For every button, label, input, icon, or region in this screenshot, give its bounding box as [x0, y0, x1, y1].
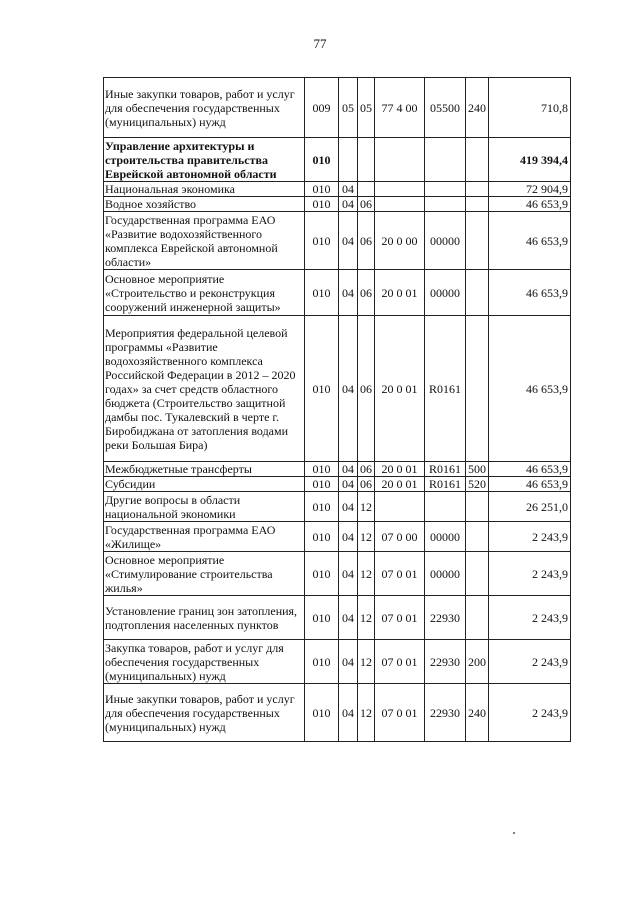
- cell-cs-program: 20 0 01: [375, 316, 425, 462]
- cell-rz: 04: [339, 270, 358, 316]
- cell-ved: 010: [305, 182, 339, 197]
- cell-ved: 010: [305, 197, 339, 212]
- cell-pr: 05: [358, 78, 375, 138]
- cell-vr: [466, 182, 489, 197]
- cell-pr: 12: [358, 640, 375, 684]
- row-name: Водное хозяйство: [104, 197, 305, 212]
- cell-pr: 06: [358, 462, 375, 477]
- cell-amount: 2 243,9: [489, 640, 571, 684]
- cell-rz: 04: [339, 596, 358, 640]
- row-name: Основное мероприятие «Стимулирование строительства жилья»: [104, 552, 305, 596]
- cell-vr: [466, 316, 489, 462]
- row-name: Другие вопросы в области национальной экономики: [104, 492, 305, 522]
- cell-cs-direction: 00000: [425, 270, 466, 316]
- table-row: [104, 462, 571, 477]
- row-name: Иные закупки товаров, работ и услуг для обеспечения государственных (муниципальных) нужд: [104, 78, 305, 138]
- cell-cs-direction: 22930: [425, 640, 466, 684]
- cell-vr: [466, 552, 489, 596]
- cell-amount: 46 653,9: [489, 270, 571, 316]
- table-row: [104, 640, 571, 684]
- row-name: Межбюджетные трансферты: [104, 462, 305, 477]
- table-row: [104, 316, 571, 462]
- cell-amount: 72 904,9: [489, 182, 571, 197]
- cell-pr: 06: [358, 212, 375, 270]
- cell-ved: 010: [305, 640, 339, 684]
- cell-cs-program: [375, 197, 425, 212]
- cell-ved: 010: [305, 462, 339, 477]
- cell-cs-direction: 22930: [425, 596, 466, 640]
- row-name: Установление границ зон затопления, подтопления населенных пунктов: [104, 596, 305, 640]
- table-row: [104, 684, 571, 742]
- cell-rz: 04: [339, 492, 358, 522]
- cell-pr: 06: [358, 270, 375, 316]
- cell-vr: [466, 596, 489, 640]
- cell-cs-program: [375, 138, 425, 182]
- budget-table: [103, 77, 571, 742]
- cell-ved: 010: [305, 552, 339, 596]
- cell-amount: 710,8: [489, 78, 571, 138]
- cell-vr: 240: [466, 684, 489, 742]
- cell-pr: [358, 182, 375, 197]
- cell-amount: 46 653,9: [489, 316, 571, 462]
- cell-ved: 010: [305, 212, 339, 270]
- cell-cs-program: 20 0 00: [375, 212, 425, 270]
- cell-rz: 04: [339, 640, 358, 684]
- cell-ved: 010: [305, 684, 339, 742]
- cell-cs-program: 07 0 01: [375, 552, 425, 596]
- cell-amount: 26 251,0: [489, 492, 571, 522]
- cell-rz: 04: [339, 212, 358, 270]
- cell-pr: 06: [358, 197, 375, 212]
- cell-cs-direction: [425, 492, 466, 522]
- scan-speck: [513, 832, 515, 834]
- cell-amount: 2 243,9: [489, 522, 571, 552]
- cell-ved: 010: [305, 522, 339, 552]
- cell-pr: 12: [358, 596, 375, 640]
- cell-cs-program: 20 0 01: [375, 462, 425, 477]
- cell-cs-direction: 05500: [425, 78, 466, 138]
- cell-pr: 12: [358, 522, 375, 552]
- cell-pr: 12: [358, 492, 375, 522]
- cell-vr: 200: [466, 640, 489, 684]
- cell-cs-direction: 00000: [425, 212, 466, 270]
- cell-rz: 04: [339, 462, 358, 477]
- cell-pr: 12: [358, 552, 375, 596]
- cell-amount: 46 653,9: [489, 477, 571, 492]
- cell-cs-program: 77 4 00: [375, 78, 425, 138]
- cell-pr: [358, 138, 375, 182]
- cell-vr: 500: [466, 462, 489, 477]
- row-name: Основное мероприятие «Строительство и реконструкция сооружений инженерной защиты»: [104, 270, 305, 316]
- cell-ved: 010: [305, 492, 339, 522]
- cell-pr: 12: [358, 684, 375, 742]
- table-row: [104, 138, 571, 182]
- cell-amount: 46 653,9: [489, 197, 571, 212]
- table-row: [104, 270, 571, 316]
- table-row: [104, 182, 571, 197]
- cell-cs-program: 07 0 01: [375, 684, 425, 742]
- cell-cs-direction: [425, 138, 466, 182]
- cell-cs-direction: 00000: [425, 522, 466, 552]
- cell-ved: 010: [305, 596, 339, 640]
- cell-ved: 010: [305, 270, 339, 316]
- row-name: Закупка товаров, работ и услуг для обеспечения государственных (муниципальных) нужд: [104, 640, 305, 684]
- table-row: [104, 477, 571, 492]
- cell-vr: [466, 492, 489, 522]
- cell-vr: [466, 522, 489, 552]
- cell-vr: 240: [466, 78, 489, 138]
- row-name: Субсидии: [104, 477, 305, 492]
- cell-vr: [466, 197, 489, 212]
- cell-cs-program: 07 0 00: [375, 522, 425, 552]
- cell-amount: 46 653,9: [489, 212, 571, 270]
- cell-ved: 009: [305, 78, 339, 138]
- cell-cs-program: 20 0 01: [375, 270, 425, 316]
- cell-rz: 04: [339, 477, 358, 492]
- table-row: [104, 552, 571, 596]
- page-number: 77: [313, 36, 327, 51]
- table-row: [104, 197, 571, 212]
- cell-cs-direction: 00000: [425, 552, 466, 596]
- cell-ved: 010: [305, 138, 339, 182]
- cell-rz: 04: [339, 316, 358, 462]
- cell-amount: 2 243,9: [489, 552, 571, 596]
- cell-vr: [466, 212, 489, 270]
- table-row: [104, 522, 571, 552]
- table-row: [104, 596, 571, 640]
- row-name: Мероприятия федеральной целевой программы «Развитие водохозяйственного комплекса Российской Федерации в 2012 – 2020 годах» за счет средств областного бюджета (Строительство защитной дамбы пос. Тукалевский в черте г. Биробиджана от затопления водами реки Большая Бира): [104, 316, 305, 462]
- cell-amount: 46 653,9: [489, 462, 571, 477]
- cell-cs-program: 07 0 01: [375, 596, 425, 640]
- cell-cs-direction: [425, 197, 466, 212]
- cell-cs-direction: R0161: [425, 477, 466, 492]
- row-name: Управление архитектуры и строительства правительства Еврейской автономной области: [104, 138, 305, 182]
- cell-vr: [466, 138, 489, 182]
- table-row: [104, 492, 571, 522]
- cell-rz: [339, 138, 358, 182]
- cell-rz: 04: [339, 197, 358, 212]
- cell-cs-program: 07 0 01: [375, 640, 425, 684]
- cell-pr: 06: [358, 477, 375, 492]
- row-name: Государственная программа ЕАО «Развитие водохозяйственного комплекса Еврейской автономной области»: [104, 212, 305, 270]
- cell-cs-direction: R0161: [425, 462, 466, 477]
- cell-cs-program: [375, 492, 425, 522]
- cell-amount: 2 243,9: [489, 596, 571, 640]
- cell-vr: 520: [466, 477, 489, 492]
- cell-rz: 04: [339, 684, 358, 742]
- cell-pr: 06: [358, 316, 375, 462]
- cell-ved: 010: [305, 316, 339, 462]
- cell-rz: 05: [339, 78, 358, 138]
- row-name: Иные закупки товаров, работ и услуг для обеспечения государственных (муниципальных) нужд: [104, 684, 305, 742]
- cell-rz: 04: [339, 552, 358, 596]
- table-row: [104, 78, 571, 138]
- cell-rz: 04: [339, 182, 358, 197]
- cell-cs-program: 20 0 01: [375, 477, 425, 492]
- cell-rz: 04: [339, 522, 358, 552]
- cell-cs-direction: 22930: [425, 684, 466, 742]
- cell-amount: 2 243,9: [489, 684, 571, 742]
- row-name: Государственная программа ЕАО «Жилище»: [104, 522, 305, 552]
- cell-cs-direction: [425, 182, 466, 197]
- cell-cs-direction: R0161: [425, 316, 466, 462]
- cell-amount: 419 394,4: [489, 138, 571, 182]
- table-row: [104, 212, 571, 270]
- cell-cs-program: [375, 182, 425, 197]
- cell-ved: 010: [305, 477, 339, 492]
- cell-vr: [466, 270, 489, 316]
- row-name: Национальная экономика: [104, 182, 305, 197]
